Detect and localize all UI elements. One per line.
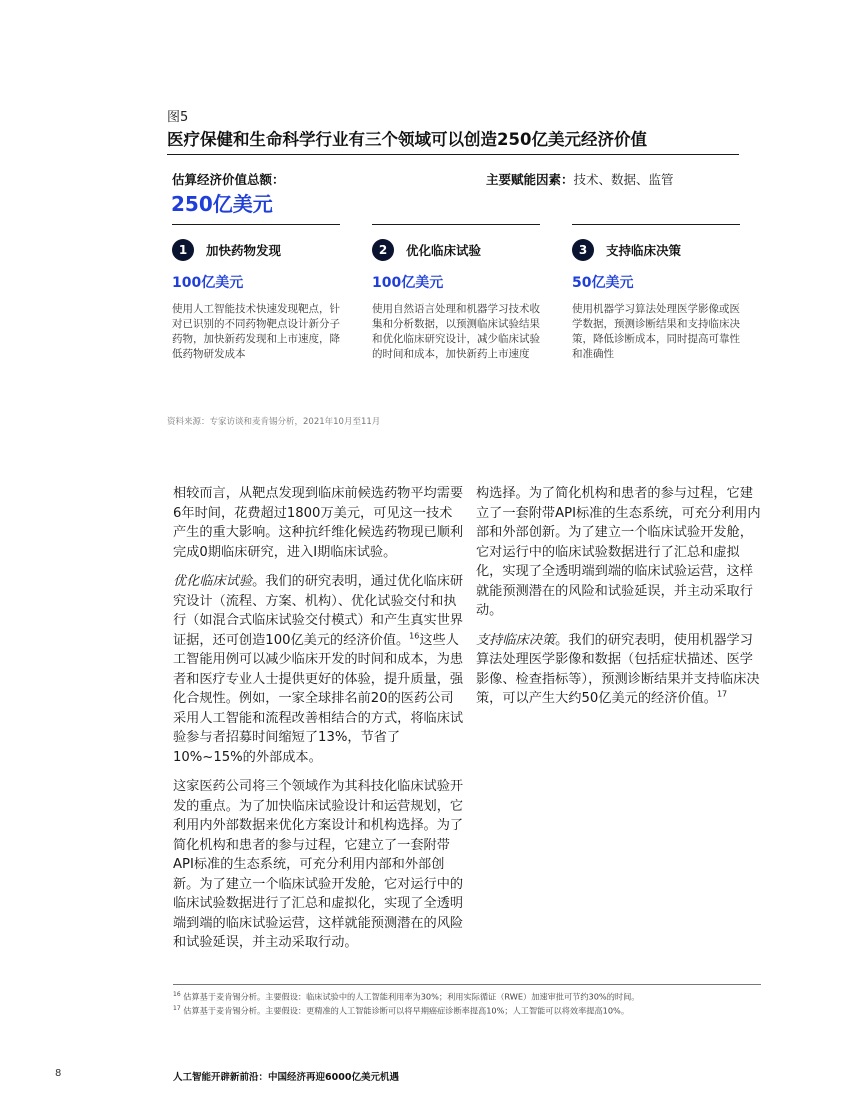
- pillar-divider: [572, 224, 740, 225]
- footnote-divider: [173, 984, 761, 985]
- body-paragraph-continued: 这家医药公司将三个领域作为其科技化临床试验开发的重点。为了加快临床试验设计和运营规划，它利用内外部数据来优化方案设计和机构选择。为了简化机构和患者的参与过程，它建立了一套附带API标准的生态系统，可充分利用内部和外部创新。为了建立一个临床试验开发舱，它对运行中的临床试验数据进行了汇总和虚拟化，实现了全透明端到端的临床试验运营，这样就能预测潜在的风险和试验延误，并主动采取行动。: [173, 779, 464, 950]
- pillar-description: 使用自然语言处理和机器学习技术收集和分析数据，以预测临床试验结果和优化临床研究设计，减少临床试验的时间和成本，加快新药上市速度: [372, 303, 540, 360]
- pillar-description: 使用机器学习算法处理医学影像或医学数据，预测诊断结果和支持临床决策，降低诊断成本，同时提高可靠性和准确性: [572, 303, 740, 360]
- pillar-clinical-decision: [572, 224, 740, 362]
- footnote-ref[interactable]: 16: [409, 631, 420, 641]
- footnote: $^{17}$ 估算基于麦肯锡分析。主要假设：更精准的人工智能诊断可以将早期癌症诊断率提高10%；人工智能可以将效率提高10%。: [173, 1004, 630, 1016]
- pillar-title: 加快药物发现: [206, 243, 282, 258]
- paragraph-lead: 支持临床决策: [476, 632, 556, 648]
- footnote: $^{16}$ 估算基于麦肯锡分析。主要假设：临床试验中的人工智能利用率为30%；利用实际循证（RWE）加速审批可节约30%的时间。: [173, 991, 640, 1002]
- pillar-description: 使用人工智能技术快速发现靶点，针对已识别的不同药物靶点设计新分子药物，加快新药发现和上市速度，降低药物研发成本: [172, 303, 340, 360]
- footnotes: [173, 989, 773, 1016]
- pillar-number-badge: 3: [572, 239, 594, 261]
- figure-source: 资料来源：专家访谈和麦肯锡分析，2021年10月至11月: [167, 417, 381, 427]
- pillar-divider: [172, 224, 340, 225]
- body-column-right: [476, 484, 763, 719]
- figure-title-divider: [167, 154, 739, 155]
- body-paragraph: 相较而言，从靶点发现到临床前候选药物平均需要6年时间，花费超过1800万美元，可见这一技术产生的重大影响。这种抗纤维化候选药物现已顺利完成0期临床研究，进入I期临床试验。: [173, 486, 464, 560]
- body-paragraph: 优化临床试验。我们的研究表明，通过优化临床研究设计（流程、方案、机构）、优化试验交付和执行（如混合式临床试验交付模式）和产生真实世界证据，还可创造100亿美元的经济价值。$^{16}$这些人工智能用例可以减少临床开发的时间和成本，为患者和医疗专业人士提供更好的体验，提升质量，强化合规性。例如，一家全球排名前20的医药公司采用人工智能和流程改善相结合的方式，将临床试验参与者招募时间缩短了13%，节省了10%~15%的外部成本。: [173, 574, 464, 765]
- pillar-value: 50亿美元: [572, 275, 634, 291]
- key-enablers: [486, 170, 674, 188]
- total-value-label: 估算经济价值总额：: [172, 172, 285, 187]
- pillar-divider: [372, 224, 540, 225]
- page-number: 8: [55, 1068, 62, 1079]
- pillar-number-badge: 2: [372, 239, 394, 261]
- key-enablers-label: 主要赋能因素：: [486, 172, 574, 187]
- key-enablers-value: 技术、数据、监管: [573, 172, 674, 187]
- footnote-ref[interactable]: 17: [716, 689, 728, 699]
- pillar-title: 支持临床决策: [606, 243, 682, 258]
- pillar-clinical-trials: [372, 224, 540, 362]
- body-paragraph-continuation: 构选择。为了简化机构和患者的参与过程，它建立了一套附带API标准的生态系统，可充分利用内部和外部创新。为了建立一个临床试验开发舱，它对运行中的临床试验数据进行了汇总和虚拟化，实现了全透明端到端的临床试验运营，这样就能预测潜在的风险和试验延误，并主动采取行动。: [476, 486, 761, 618]
- pillar-value: 100亿美元: [372, 275, 444, 291]
- figure-label: 图5: [167, 110, 189, 125]
- body-column-left: [173, 484, 465, 950]
- figure-title: 医疗保健和生命科学行业有三个领域可以创造250亿美元经济价值: [167, 130, 647, 149]
- pillar-value: 100亿美元: [172, 275, 244, 291]
- pillar-drug-discovery: [172, 224, 340, 362]
- pillar-title: 优化临床试验: [406, 243, 482, 258]
- total-value: 250亿美元: [171, 192, 273, 216]
- pillar-number-badge: 1: [172, 239, 194, 261]
- paragraph-lead: 优化临床试验: [173, 574, 253, 589]
- body-paragraph: 支持临床决策。我们的研究表明，使用机器学习算法处理医学影像和数据（包括症状描述、医学影像、检查指标等），预测诊断结果并支持临床决策，可以产生大约50亿美元的经济价值。$^{17}$: [476, 632, 760, 706]
- running-title: 人工智能开辟新前沿：中国经济再迎6000亿美元机遇: [173, 1072, 399, 1083]
